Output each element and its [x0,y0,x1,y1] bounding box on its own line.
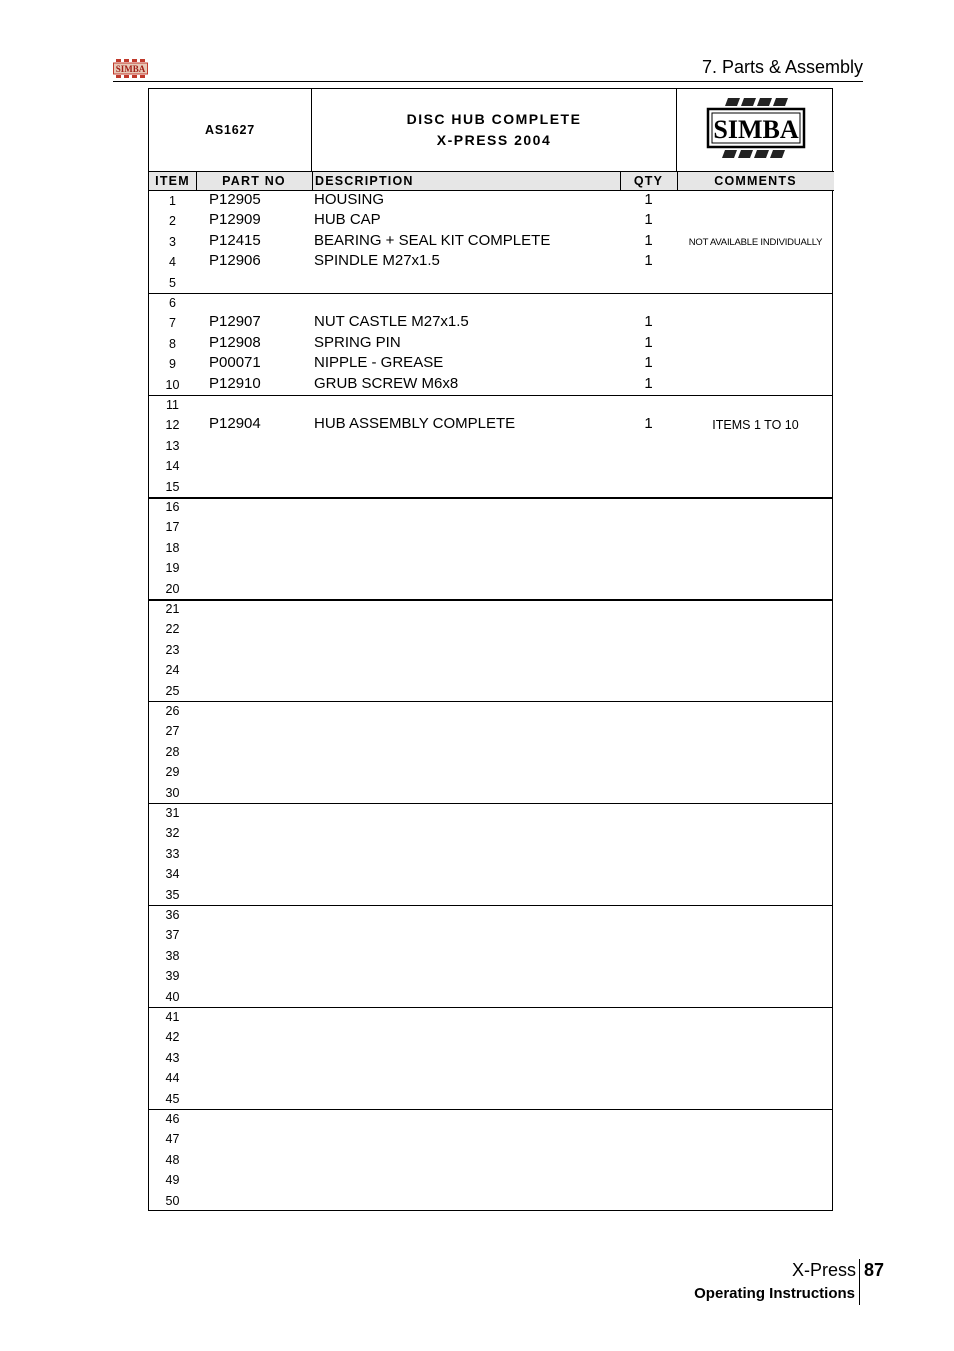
table-row [149,885,832,905]
qty-cell: 1 [644,313,653,331]
item-cell: 41 [165,1010,180,1024]
qty-cell: 1 [644,231,653,249]
table-row [149,1191,832,1211]
part-no-cell: P00071 [209,354,261,372]
item-cell: 25 [165,683,180,698]
item-cell: 29 [165,765,180,780]
qty-cell: 1 [644,354,653,372]
description-cell: NIPPLE - GREASE [314,354,444,372]
table-row [149,599,832,619]
section-title: 7. Parts & Assembly [701,57,863,77]
svg-text:SIMBA: SIMBA [115,64,146,74]
col-divider [196,171,197,191]
header-simba-logo [113,59,148,78]
description-cell: SPRING PIN [314,333,401,351]
item-cell: 2 [169,214,176,229]
item-cell: 24 [165,663,180,678]
item-cell: 34 [165,867,180,882]
description-cell: GRUB SCREW M6x8 [314,374,459,392]
part-no-cell: P12907 [209,313,261,331]
table-row [149,191,832,211]
item-cell: 49 [165,1173,180,1188]
description-cell: BEARING + SEAL KIT COMPLETE [314,231,551,249]
item-cell: 4 [169,255,176,270]
item-cell: 16 [165,500,180,514]
table-row [149,905,832,925]
item-cell: 7 [169,316,176,331]
simba-logo [677,89,834,171]
table-row [149,211,832,231]
table-row [149,966,832,986]
footer-divider [859,1259,860,1305]
column-header-row [149,171,834,191]
table-row [149,395,832,415]
item-cell: 39 [165,969,180,984]
table-row [149,925,832,945]
description-cell: HOUSING [314,191,385,208]
assembly-title-line1: DISC HUB COMPLETE [406,111,582,127]
item-cell: 15 [165,479,180,494]
item-cell: 48 [165,1152,180,1167]
item-cell: 13 [165,438,180,453]
table-row [149,252,832,272]
table-row [149,1109,832,1129]
part-no-cell: P12908 [209,333,261,351]
item-cell: 36 [165,908,180,922]
qty-cell: 1 [644,374,653,392]
table-row [149,864,832,884]
table-row [149,742,832,762]
table-row [149,1150,832,1170]
col-item: ITEM [155,174,190,188]
col-divider [620,171,621,191]
assembly-title-line2: X-PRESS 2004 [436,132,552,148]
table-row [149,579,832,599]
item-cell: 43 [165,1050,180,1065]
table-row [149,1068,832,1088]
table-row [149,640,832,660]
part-no-cell: P12909 [209,211,261,229]
item-cell: 5 [169,275,176,290]
item-cell: 50 [165,1193,180,1208]
description-cell: HUB ASSEMBLY COMPLETE [314,415,516,433]
table-row [149,558,832,578]
item-cell: 1 [169,194,176,208]
description-cell: HUB CAP [314,211,381,229]
table-row [149,701,832,721]
table-row [149,721,832,741]
part-no-cell: P12904 [209,415,261,433]
item-cell: 9 [169,357,176,372]
item-cell: 17 [165,520,180,535]
table-row [149,293,832,313]
table-row [149,313,832,333]
item-cell: 32 [165,826,180,841]
item-cell: 22 [165,622,180,637]
assembly-title [312,89,677,171]
table-row [149,456,832,476]
table-row [149,783,832,803]
parts-sheet [148,88,833,1211]
table-row [149,844,832,864]
part-no-cell: P12910 [209,374,261,392]
item-cell: 12 [165,418,180,433]
table-row [149,681,832,701]
table-row [149,823,832,843]
part-no-cell: P12415 [209,231,261,249]
table-row [149,436,832,456]
item-cell: 8 [169,336,176,351]
table-row [149,1027,832,1047]
item-cell: 18 [165,540,180,555]
item-cell: 26 [165,704,180,718]
item-cell: 40 [165,989,180,1004]
table-row [149,619,832,639]
item-cell: 21 [165,602,180,616]
table-row [149,1129,832,1149]
qty-cell: 1 [644,191,653,208]
item-cell: 20 [165,581,180,596]
item-cell: 38 [165,948,180,963]
table-row [149,762,832,782]
qty-cell: 1 [644,415,653,433]
item-cell: 28 [165,744,180,759]
table-row [149,354,832,374]
description-cell: NUT CASTLE M27x1.5 [314,313,469,331]
qty-cell: 1 [644,333,653,351]
item-cell: 6 [169,296,176,310]
table-row [149,660,832,680]
col-qty: QTY [633,174,664,188]
table-row [149,1170,832,1190]
col-divider [312,171,313,191]
table-row [149,946,832,966]
header-rule [113,81,863,82]
table-row [149,803,832,823]
col-part-no: PART NO [222,174,286,188]
item-cell: 19 [165,561,180,576]
page-number: 87 [864,1260,885,1280]
table-row [149,232,832,252]
svg-text:SIMBA: SIMBA [712,115,799,144]
item-cell: 42 [165,1030,180,1045]
table-row [149,1089,832,1109]
table-row [149,477,832,497]
part-no-cell: P12905 [209,191,261,208]
col-description: DESCRIPTION [315,174,414,188]
item-cell: 31 [165,806,180,820]
table-row [149,273,832,293]
assembly-code: AS1627 [149,89,312,171]
item-cell: 47 [165,1132,180,1147]
col-comments: COMMENTS [714,174,797,188]
item-cell: 11 [166,398,179,412]
table-row [149,987,832,1007]
qty-cell: 1 [644,211,653,229]
comment-cell: ITEMS 1 TO 10 [712,418,799,433]
table-row [149,415,832,435]
item-cell: 30 [165,785,180,800]
description-cell: SPINDLE M27x1.5 [314,252,440,270]
item-cell: 46 [165,1112,180,1126]
table-row [149,334,832,354]
part-no-cell: P12906 [209,252,261,270]
item-cell: 33 [165,846,180,861]
item-cell: 3 [169,234,176,249]
qty-cell: 1 [644,252,653,270]
table-row [149,538,832,558]
item-cell: 45 [165,1091,180,1106]
table-row [149,1007,832,1027]
table-row [149,1048,832,1068]
col-divider [677,171,678,191]
comment-cell: NOT AVAILABLE INDIVIDUALLY [688,236,823,248]
table-row [149,517,832,537]
item-cell: 37 [165,928,180,943]
table-row [149,375,832,395]
table-row [149,497,832,517]
item-cell: 10 [165,377,180,392]
item-cell: 35 [165,887,180,902]
item-cell: 27 [165,724,180,739]
footer-product: X-Press [791,1260,856,1280]
footer-subtitle: Operating Instructions [694,1285,855,1302]
item-cell: 44 [165,1071,180,1086]
item-cell: 23 [165,642,180,657]
item-cell: 14 [165,459,180,474]
